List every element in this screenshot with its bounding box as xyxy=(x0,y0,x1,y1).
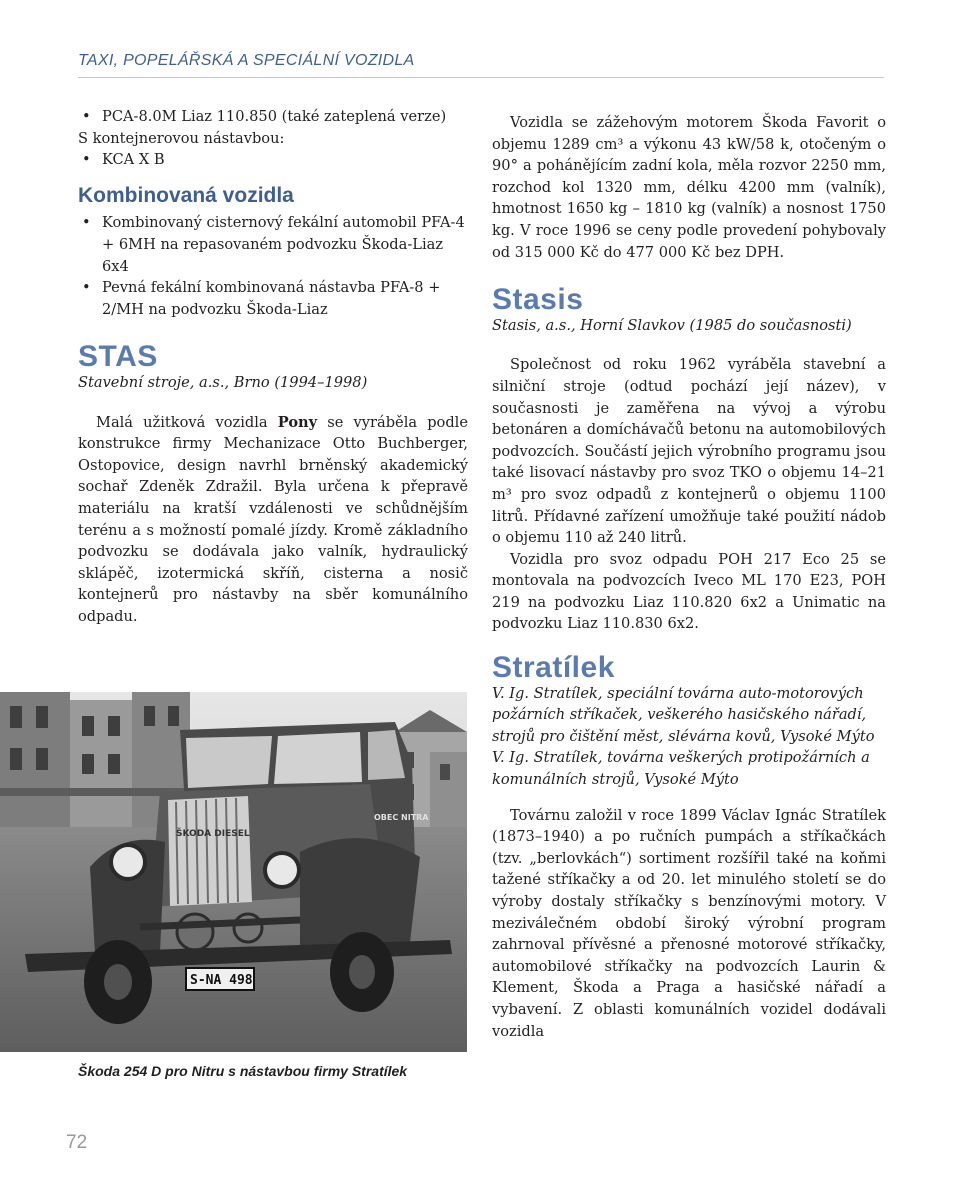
list-item: • KCA X B xyxy=(78,149,468,171)
list-item: • Kombinovaný cisternový fekální automobil PFA-4 + 6MH na repasovaném podvozku Škoda-Liaz 6x4 xyxy=(78,212,468,277)
section-heading-kombinovana: Kombinovaná vozidla xyxy=(78,183,294,207)
left-column xyxy=(78,106,468,627)
paragraph-stasis-1: Společnost od roku 1962 vyráběla stavební a silniční stroje (odtud pochází její název), v současnosti je zaměřena na vývoj a výrobu betonáren a domíchávačů betonu na automobilových podvozcích. Součástí jejich výrobního programu jsou také lisovací nástavby pro svoz TKO o objemu 14–21 m³ pro svoz odpadů z kontejnerů o objemu 1100 litrů. Přídavné zařízení umožňuje také použití nádob o objemu 110 až 240 litrů. xyxy=(492,356,886,547)
bold-term: Pony xyxy=(277,413,318,431)
paragraph-stratilek: Továrnu založil v roce 1899 Václav Ignác Stratílek (1873–1940) a po ručních pumpách a stříkačkách (tzv. „berlovkách“) sortiment rozšířil také na koňmi tažené stříkačky a od 20. let minulého století se do výroby dostaly stříkačky s benzínovými motory. V meziválečném období široký výrobní program zahrnoval přívěsné a přenosné motorové stříkačky, automobilové stříkačky na podvozcích Laurin & Klement, Škoda a Praga a hasičské nářadí a vybavení. Z oblasti komunálních vozidel dodávali vozidla xyxy=(492,806,886,1040)
section-heading-stasis: Stasis xyxy=(492,283,584,317)
paragraph-stasis-2: Vozidla pro svoz odpadu POH 217 Eco 25 se montovala na podvozcích Iveco ML 170 E23, POH 219 na podvozku Liaz 110.820 6x2 a Unimatic na podvozku Liaz 110.830 6x2. xyxy=(492,550,886,633)
text-run: Malá užitková vozidla xyxy=(96,413,278,431)
door-lettering: OBEC NITRA xyxy=(374,813,429,822)
right-column xyxy=(492,112,886,1042)
photo-caption: Škoda 254 D pro Nitru s nástavbou firmy Stratílek xyxy=(78,1063,408,1079)
grille-badge: ŠKODA DIESEL xyxy=(176,829,250,839)
list-item: • Pevná fekální kombinovaná nástavba PFA-8 + 2/MH na podvozku Škoda-Liaz xyxy=(78,277,468,320)
section-heading-stas: STAS xyxy=(78,340,158,374)
section-heading-stratilek: Stratílek xyxy=(492,651,615,685)
section-subtitle-stas: Stavební stroje, a.s., Brno (1994–1998) xyxy=(78,373,368,391)
paragraph-intro: Vozidla se zážehovým motorem Škoda Favorit o objemu 1289 cm³ a výkonu 43 kW/58 k, otočeným o 90° a pohánějícím zadní kola, měla rozvor 2250 mm, rozchod kol 1320 mm, délku 4200 mm (valník), hmotnost 1650 kg – 1810 kg (valník) a nosnost 1750 kg. V roce 1996 se ceny podle provedení pohybovaly od 315 000 Kč do 477 000 Kč bez DPH. xyxy=(492,114,886,261)
page-number: 72 xyxy=(66,1132,88,1153)
list-item: • PCA-8.0M Liaz 110.850 (také zateplená verze) xyxy=(78,106,468,128)
section-subtitle-stasis: Stasis, a.s., Horní Slavkov (1985 do současnosti) xyxy=(492,316,852,334)
text-run: se vyráběla podle konstrukce firmy Mechanizace Otto Buchberger, Ostopovice, design navrhl brněnský akademický sochař Zdeněk Zdražil. Byla určena k přepravě materiálu na kratší vzdálenosti ve schůdnějším terénu a s možností pomalé jízdy. Kromě základního podvozku se dodávala jako valník, hydraulický sklápěč, izotermická skříň, cisterna a nosič kontejnerů pro nástavby na sběr komunálního odpadu. xyxy=(78,413,468,625)
header-rule xyxy=(78,77,884,78)
truck-photo xyxy=(0,692,467,1052)
section-subtitle-stratilek: V. Ig. Stratílek, speciální továrna auto-motorových požárních stříkaček, veškerého hasičského nářadí, strojů pro čištění měst, slévárna kovů, Vysoké Mýto V. Ig. Stratílek, továrna veškerých protipožárních a komunálních strojů, Vysoké Mýto xyxy=(492,684,875,789)
paragraph: S kontejnerovou nástavbou: xyxy=(78,129,285,147)
license-plate-text: S-NA 498 xyxy=(190,973,253,988)
running-header: TAXI, POPELÁŘSKÁ A SPECIÁLNÍ VOZIDLA xyxy=(78,52,415,69)
paragraph-stas xyxy=(78,412,468,628)
truck-photo-drawing xyxy=(0,692,467,1052)
